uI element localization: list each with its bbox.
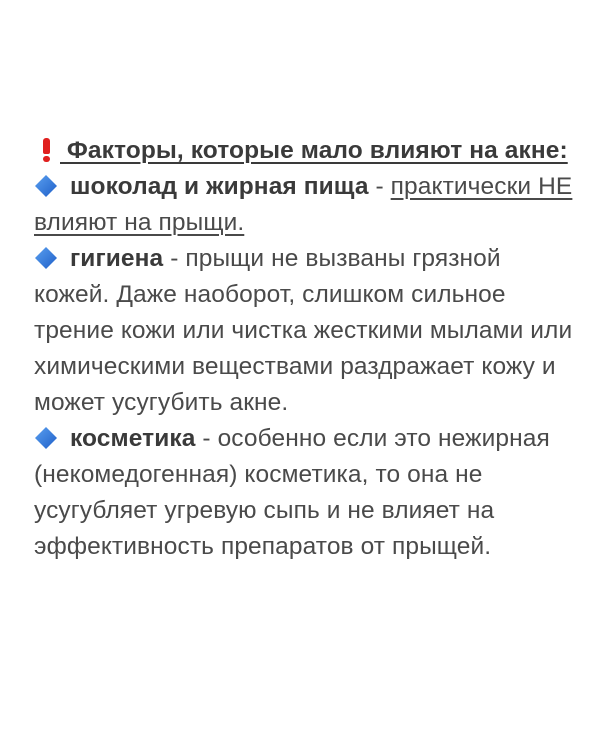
item-term: гигиена: [70, 245, 164, 272]
red-exclamation-icon: [34, 133, 60, 169]
blue-diamond-icon: [34, 246, 58, 270]
blue-diamond-icon: [34, 174, 58, 198]
heading-line: [34, 133, 574, 169]
item-description: особенно если это нежирная (некомедогенная) косметика, то она не усугубляет угревую сыпь и не влияет на эффективность препаратов от прыщей.: [34, 425, 550, 560]
heading: [34, 137, 568, 164]
item-term: шоколад и жирная пища: [70, 173, 369, 200]
heading-text: Факторы, которые мало влияют на акне:: [60, 137, 568, 164]
item-separator: -: [195, 425, 218, 452]
list-item: [34, 169, 574, 241]
item-separator: -: [368, 173, 391, 200]
blue-diamond-icon: [34, 426, 58, 450]
item-separator: -: [163, 245, 186, 272]
list-item: [34, 421, 574, 565]
item-description: практически НЕ влияют на прыщи.: [34, 173, 573, 236]
item-term: косметика: [70, 425, 196, 452]
list-item: [34, 241, 574, 421]
post-text: [34, 133, 574, 565]
item-description: прыщи не вызваны грязной кожей. Даже наоборот, слишком сильное трение кожи или чистка жесткими мылами или химическими веществами раздражает кожу и может усугубить акне.: [34, 245, 573, 416]
